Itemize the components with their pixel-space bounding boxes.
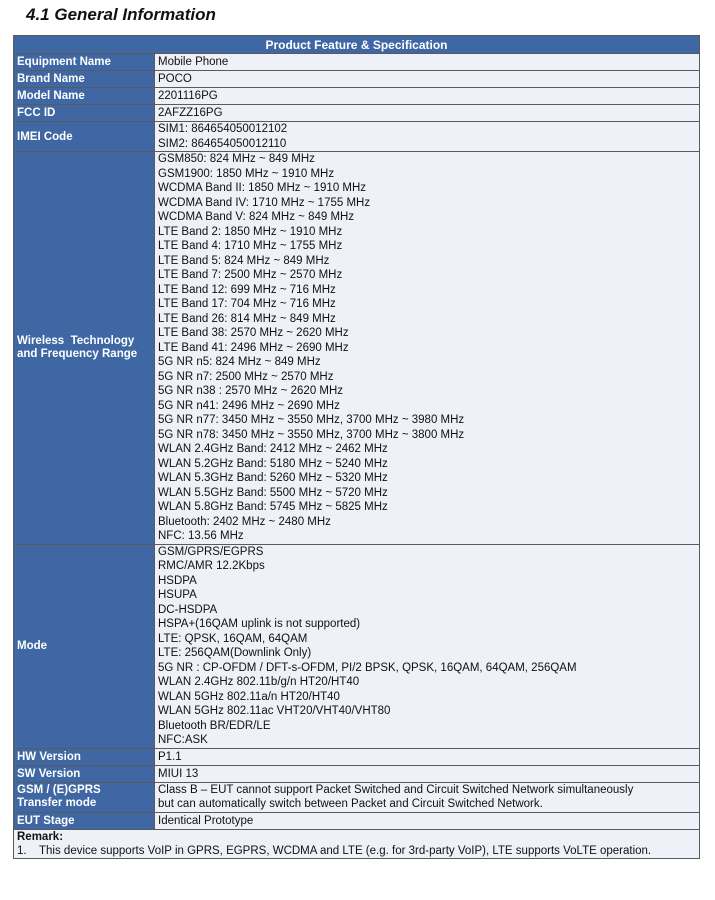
label-eut-stage: EUT Stage: [14, 812, 155, 829]
label-line: Wireless Technology: [17, 334, 135, 347]
frequency-line: GSM1900: 1850 MHz ~ 1910 MHz: [158, 167, 335, 180]
mode-line: 5G NR : CP-OFDM / DFT-s-OFDM, PI/2 BPSK, QPSK, 16QAM, 64QAM, 256QAM: [158, 661, 577, 674]
value-transfer-mode: [155, 782, 700, 812]
label-line: and Frequency Range: [17, 347, 138, 360]
frequency-line: WLAN 5.8GHz Band: 5745 MHz ~ 5825 MHz: [158, 501, 388, 513]
mode-line: WLAN 2.4GHz 802.11b/g/n HT20/HT40: [158, 676, 360, 688]
frequency-line: WLAN 5.5GHz Band: 5500 MHz ~ 5720 MHz: [158, 486, 388, 499]
section-title: 4.1 General Information: [26, 5, 216, 24]
frequency-line: LTE Band 26: 814 MHz ~ 849 MHz: [158, 312, 336, 325]
mode-line: NFC:ASK: [158, 734, 208, 746]
remark-cell: [14, 829, 700, 858]
frequency-line: LTE Band 38: 2570 MHz ~ 2620 MHz: [158, 327, 349, 339]
remark-number: 1.: [17, 844, 27, 857]
frequency-line: WLAN 2.4GHz Band: 2412 MHz ~ 2462 MHz: [158, 443, 388, 455]
spec-table: [13, 35, 700, 859]
value-imei-code: [155, 122, 700, 152]
transfer-line: but can automatically switch between Packet and Circuit Switched Network.: [158, 798, 543, 810]
mode-line: HSDPA: [158, 574, 197, 587]
value-model-name: 2201116PG: [155, 88, 700, 105]
mode-line: LTE: 256QAM(Downlink Only): [158, 647, 312, 659]
label-imei-code: IMEI Code: [14, 122, 155, 152]
row-mode: [14, 544, 700, 748]
frequency-line: 5G NR n78: 3450 MHz ~ 3550 MHz, 3700 MHz ~ 3800 MHz: [158, 428, 465, 441]
value-sw-version: MIUI 13: [155, 765, 700, 782]
frequency-line: 5G NR n41: 2496 MHz ~ 2690 MHz: [158, 399, 340, 412]
row-transfer-mode: [14, 782, 700, 812]
table-header: Product Feature & Specification: [14, 36, 700, 54]
label-line: GSM / (E)GPRS: [17, 784, 101, 796]
row-remark: [14, 829, 700, 858]
row-wireless-technology: [14, 152, 700, 545]
mode-line: HSPA+(16QAM uplink is not supported): [158, 618, 361, 630]
row-fcc-id: [14, 105, 700, 122]
mode-line: Bluetooth BR/EDR/LE: [158, 719, 271, 732]
label-brand-name: Brand Name: [14, 71, 155, 88]
mode-line: RMC/AMR 12.2Kbps: [158, 560, 265, 572]
frequency-line: GSM850: 824 MHz ~ 849 MHz: [158, 153, 315, 165]
frequency-line: WLAN 5.3GHz Band: 5260 MHz ~ 5320 MHz: [158, 472, 388, 484]
imei-line: SIM1: 864654050012102: [158, 123, 288, 135]
label-hw-version: HW Version: [14, 748, 155, 765]
label-fcc-id: FCC ID: [14, 105, 155, 122]
transfer-line: Class B – EUT cannot support Packet Switched and Circuit Switched Network simultaneously: [158, 783, 634, 796]
remark-text: This device supports VoIP in GPRS, EGPRS, WCDMA and LTE (e.g. for 3rd-party VoIP), LTE supports VoLTE operation.: [39, 844, 652, 857]
label-transfer-mode: [14, 782, 155, 812]
label-mode: Mode: [14, 544, 155, 748]
frequency-line: WCDMA Band II: 1850 MHz ~ 1910 MHz: [158, 182, 367, 194]
value-wireless-technology: [155, 152, 700, 545]
row-imei-code: [14, 122, 700, 152]
imei-line: SIM2: 864654050012110: [158, 137, 287, 150]
label-sw-version: SW Version: [14, 765, 155, 782]
mode-line: LTE: QPSK, 16QAM, 64QAM: [158, 632, 308, 645]
value-mode: [155, 544, 700, 748]
value-eut-stage: Identical Prototype: [155, 812, 700, 829]
mode-line: HSUPA: [158, 589, 197, 601]
frequency-line: LTE Band 2: 1850 MHz ~ 1910 MHz: [158, 225, 343, 238]
frequency-line: LTE Band 4: 1710 MHz ~ 1755 MHz: [158, 240, 343, 252]
frequency-line: LTE Band 17: 704 MHz ~ 716 MHz: [158, 298, 336, 310]
row-brand-name: [14, 71, 700, 88]
frequency-line: 5G NR n77: 3450 MHz ~ 3550 MHz, 3700 MHz ~ 3980 MHz: [158, 414, 465, 426]
frequency-line: Bluetooth: 2402 MHz ~ 2480 MHz: [158, 515, 331, 528]
value-hw-version: P1.1: [155, 748, 700, 765]
remark-item: [17, 844, 696, 858]
frequency-line: NFC: 13.56 MHz: [158, 530, 244, 542]
frequency-line: LTE Band 5: 824 MHz ~ 849 MHz: [158, 254, 330, 267]
frequency-line: 5G NR n38 : 2570 MHz ~ 2620 MHz: [158, 385, 344, 397]
label-equipment-name: Equipment Name: [14, 54, 155, 71]
row-hw-version: [14, 748, 700, 765]
frequency-line: LTE Band 12: 699 MHz ~ 716 MHz: [158, 283, 336, 296]
mode-line: WLAN 5GHz 802.11a/n HT20/HT40: [158, 690, 340, 703]
label-wireless-technology: [14, 152, 155, 545]
row-eut-stage: [14, 812, 700, 829]
mode-line: WLAN 5GHz 802.11ac VHT20/VHT40/VHT80: [158, 705, 391, 717]
frequency-line: LTE Band 7: 2500 MHz ~ 2570 MHz: [158, 269, 343, 281]
mode-line: GSM/GPRS/EGPRS: [158, 545, 264, 558]
row-sw-version: [14, 765, 700, 782]
label-line: Transfer mode: [17, 797, 97, 809]
remark-title: Remark:: [17, 830, 64, 843]
frequency-line: WLAN 5.2GHz Band: 5180 MHz ~ 5240 MHz: [158, 457, 388, 470]
value-fcc-id: 2AFZZ16PG: [155, 105, 700, 122]
frequency-line: LTE Band 41: 2496 MHz ~ 2690 MHz: [158, 341, 349, 354]
frequency-line: WCDMA Band V: 824 MHz ~ 849 MHz: [158, 211, 355, 223]
value-brand-name: POCO: [155, 71, 700, 88]
value-equipment-name: Mobile Phone: [155, 54, 700, 71]
label-model-name: Model Name: [14, 88, 155, 105]
row-model-name: [14, 88, 700, 105]
table-header-row: [14, 36, 700, 54]
row-equipment-name: [14, 54, 700, 71]
frequency-line: 5G NR n5: 824 MHz ~ 849 MHz: [158, 356, 321, 368]
frequency-line: 5G NR n7: 2500 MHz ~ 2570 MHz: [158, 370, 334, 383]
mode-line: DC-HSDPA: [158, 603, 218, 616]
frequency-line: WCDMA Band IV: 1710 MHz ~ 1755 MHz: [158, 196, 371, 209]
